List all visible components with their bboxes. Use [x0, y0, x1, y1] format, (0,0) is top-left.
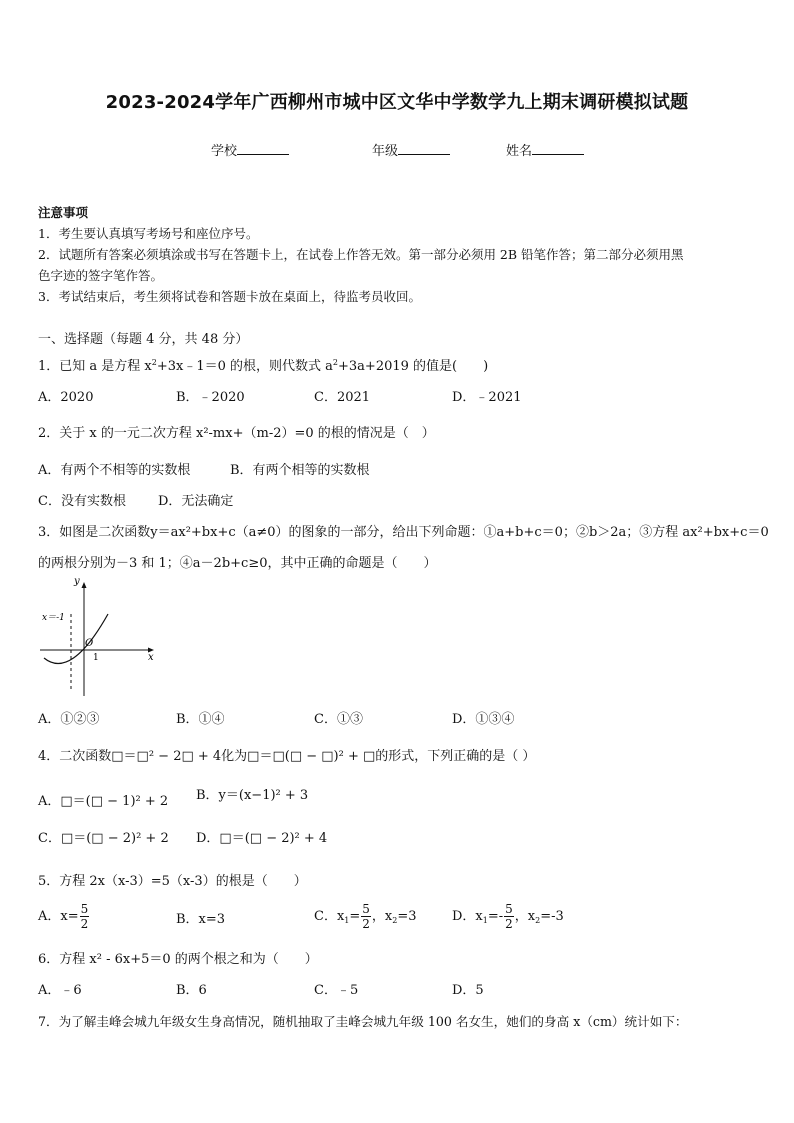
frac-den: 2	[362, 917, 370, 931]
question-7: 7．为了解圭峰会城九年级女生身高情况，随机抽取了圭峰会城九年级 100 名女生，她们的身高 x（cm）统计如下：	[38, 1014, 688, 1029]
fraction-five-halves	[80, 902, 90, 931]
q1-stem-part: 1．已知 a 是方程 x	[38, 359, 152, 374]
school-label: 学校	[211, 144, 238, 159]
q2-option-c[interactable]: C．没有实数根	[38, 494, 126, 509]
grade-label: 年级	[372, 144, 399, 159]
q5-d-text: =-3	[540, 909, 564, 924]
q1-option-d[interactable]: D．﹣2021	[452, 390, 522, 405]
question-5: 5．方程 2x（x-3）=5（x-3）的根是（ ）	[38, 874, 307, 889]
name-label: 姓名	[506, 144, 533, 159]
q5-c-sub: 1	[344, 916, 350, 925]
q5-option-b[interactable]: B．x=3	[176, 912, 226, 927]
q4-option-d[interactable]: D．□＝(□ − 2)² + 4	[196, 831, 328, 846]
notice-item-2-cont: 色字迹的签字笔作答。	[38, 268, 164, 283]
q4-option-b[interactable]: B．y＝(x−1)² + 3	[196, 788, 309, 803]
q5-c-text: C．x	[314, 909, 345, 924]
y-axis-arrow	[82, 582, 87, 588]
q6-option-b[interactable]: B．6	[176, 983, 207, 998]
notice-heading: 注意事项	[38, 205, 89, 220]
q6-option-a[interactable]: A．﹣6	[38, 983, 82, 998]
q5-option-c[interactable]	[314, 902, 417, 931]
school-field	[211, 140, 289, 159]
notice-item-3: 3．考试结束后，考生须将试卷和答题卡放在桌面上，待监考员收回。	[38, 289, 421, 304]
q5-a-text: A．x=	[38, 909, 79, 924]
notice-item-2: 2．试题所有答案必须填涂或书写在答题卡上，在试卷上作答无效。第一部分必须用 2B 铅笔作答；第二部分必须用黑	[38, 247, 684, 262]
school-blank	[237, 142, 289, 155]
y-axis-label: y	[74, 576, 80, 587]
fraction-five-halves	[361, 902, 371, 931]
name-field	[506, 140, 584, 159]
question-6: 6．方程 x² - 6x+5＝0 的两个根之和为（ ）	[38, 952, 318, 967]
q5-c-text: ，x	[371, 909, 393, 924]
q5-d-text: =-	[487, 909, 504, 924]
frac-den: 2	[80, 917, 89, 931]
q5-option-a[interactable]	[38, 902, 90, 931]
grade-blank	[398, 142, 450, 155]
q2-option-b[interactable]: B．有两个相等的实数根	[230, 463, 370, 478]
question-4: 4．二次函数□＝□² − 2□ + 4化为□＝□(□ − □)² + □的形式，下列正确的是（ ）	[38, 749, 536, 764]
q1-option-a[interactable]: A．2020	[38, 390, 94, 405]
frac-den: 2	[505, 917, 513, 931]
grade-field	[372, 140, 450, 159]
frac-num: 5	[80, 902, 89, 916]
q1-stem-part: +3a+2019 的值是( )	[338, 359, 489, 374]
q1-sup: 2	[151, 358, 157, 367]
question-2: 2．关于 x 的一元二次方程 x²-mx+（m-2）=0 的根的情况是（ ）	[38, 426, 435, 441]
q5-c-text: =3	[397, 909, 417, 924]
origin-label: O	[85, 638, 94, 649]
section-heading: 一、选择题（每题 4 分，共 48 分）	[38, 332, 249, 347]
question-3-line-2: 的两根分别为－3 和 1；④a－2b+c≥0，其中正确的命题是（ ）	[38, 556, 437, 571]
q3-option-b[interactable]: B．①④	[176, 712, 225, 727]
q6-option-c[interactable]: C．﹣5	[314, 983, 359, 998]
page-title: 2023-2024学年广西柳州市城中区文华中学数学九上期末调研模拟试题	[105, 92, 689, 113]
q5-c-text: =	[349, 909, 361, 924]
q3-option-c[interactable]: C．①③	[314, 712, 363, 727]
q5-c-sub: 2	[392, 916, 398, 925]
question-1	[38, 355, 488, 374]
x-axis-label: x	[148, 652, 154, 663]
parabola-graph	[38, 576, 158, 700]
q5-d-text: D．x	[452, 909, 483, 924]
notice-item-1: 1．考生要认真填写考场号和座位序号。	[38, 226, 259, 241]
q4-option-a[interactable]: A．□＝(□ − 1)² + 2	[38, 794, 169, 809]
q5-option-d[interactable]	[452, 902, 564, 931]
q6-option-d[interactable]: D．5	[452, 983, 484, 998]
frac-num: 5	[362, 902, 370, 916]
symmetry-label: x＝-1	[42, 613, 65, 623]
q1-option-b[interactable]: B．﹣2020	[176, 390, 245, 405]
q2-option-a[interactable]: A．有两个不相等的实数根	[38, 463, 191, 478]
name-blank	[532, 142, 584, 155]
q1-sup: 2	[332, 358, 339, 367]
frac-num: 5	[505, 902, 513, 916]
q4-option-c[interactable]: C．□＝(□ − 2)² + 2	[38, 831, 169, 846]
q5-d-sub: 2	[535, 916, 541, 925]
q1-option-c[interactable]: C．2021	[314, 390, 371, 405]
q5-d-text: ，x	[514, 909, 536, 924]
q3-option-d[interactable]: D．①③④	[452, 712, 515, 727]
fraction-five-halves	[504, 902, 514, 931]
q1-stem-part: +3x﹣1＝0 的根，则代数式 a	[156, 359, 333, 374]
q3-option-a[interactable]: A．①②③	[38, 712, 100, 727]
q5-d-sub: 1	[482, 916, 488, 925]
tick-label-1: 1	[93, 653, 99, 663]
q2-option-d[interactable]: D．无法确定	[158, 494, 234, 509]
question-3-line-1: 3．如图是二次函数y＝ax²+bx+c（a≠0）的图象的一部分，给出下列命题：①a+b+c＝0；②b＞2a；③方程 ax²+bx+c＝0	[38, 525, 769, 540]
